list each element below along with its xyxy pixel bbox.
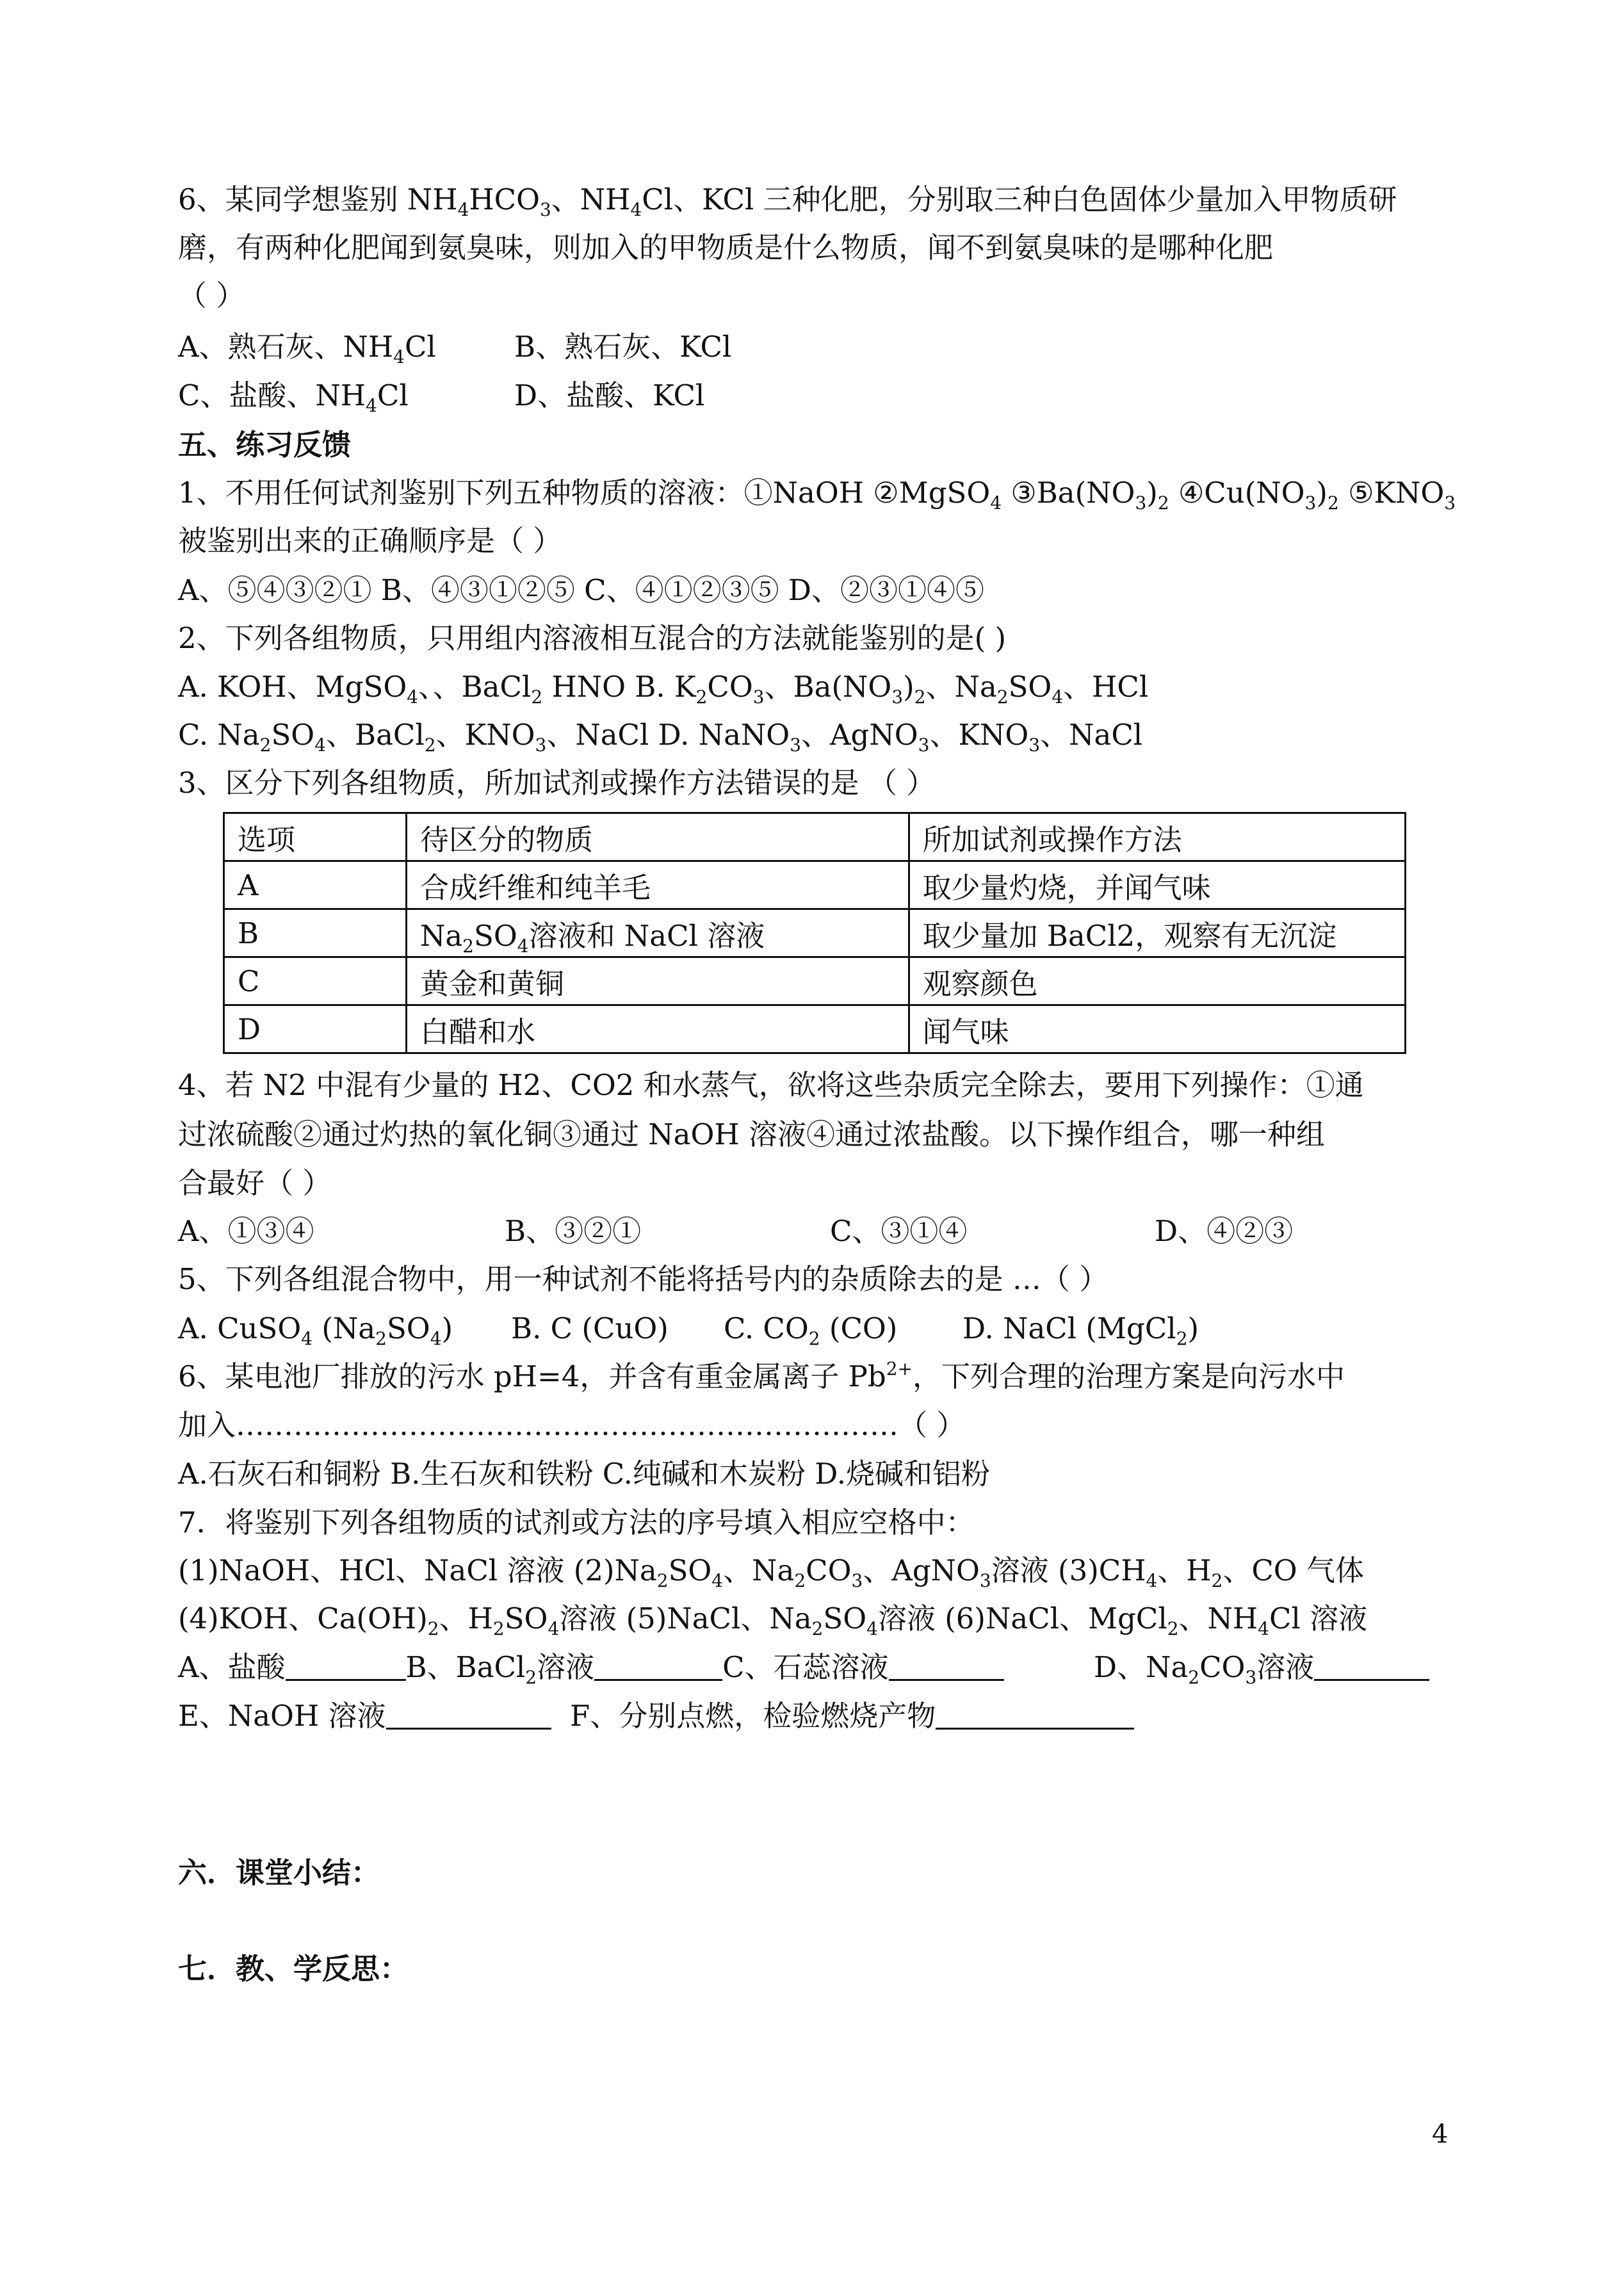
p1-options: A、⑤④③②① B、④③①②⑤ C、④①②③⑤ D、②③①④⑤ [178, 573, 984, 607]
table-header-cell: 所加试剂或操作方法 [909, 813, 1405, 861]
q6-options-row-1: A、熟石灰、$NH_4Cl$ B、熟石灰、KCl [178, 330, 732, 368]
answer-blank[interactable] [889, 1651, 1004, 1681]
table-cell: D [224, 1005, 407, 1053]
answer-blank[interactable] [386, 1699, 551, 1730]
p1-line-1: 1、不用任何试剂鉴别下列五种物质的溶液：①NaOH ②MgSO$_4$ $③Ba(NO_3)_2$ $④Cu(NO_3)_2$ $⑤KNO_3$ [178, 476, 1456, 514]
answer-blank[interactable] [286, 1651, 406, 1681]
p7-groups-row-2: (4)KOH、$Ca(OH)_2$、$H_2SO_4$溶液 (5)NaCl、$Na_2SO_4$溶液 (6)NaCl、MgCl$_2$、$NH_4Cl$ 溶液 [178, 1602, 1368, 1639]
p7-groups-row-1: (1)NaOH、HCl、NaCl 溶液 $(2)Na_2SO_4$、$Na_2CO_3$、AgNO$_3$溶液 $(3)CH_4$、$H_2$、CO 气体 [178, 1553, 1365, 1591]
answer-blank[interactable] [1314, 1651, 1429, 1681]
page-number: 4 [1432, 2120, 1449, 2149]
p4-options: A、①③④ B、③②① C、③①④ D、④②③ [178, 1214, 1294, 1248]
p2-stem: 2、下列各组物质，只用组内溶液相互混合的方法就能鉴别的是( ) [178, 621, 1007, 655]
table-cell: 取少量加 BaCl2，观察有无沉淀 [909, 909, 1405, 957]
table-row [224, 1005, 1406, 1053]
p5-stem: 5、下列各组混合物中，用一种试剂不能将括号内的杂质除去的是 …（ ） [178, 1262, 1108, 1296]
p2-options-row-2: C. $Na_2SO_4$、BaCl$_2$、$KNO_3$、NaCl D. NaNO$_3$、AgNO$_3$、$KNO_3$、NaCl [178, 718, 1143, 756]
table-row [224, 813, 1406, 861]
section-7-heading: 七．教、学反思： [178, 1952, 409, 1986]
table-row [224, 957, 1406, 1005]
section-6-heading: 六．课堂小结： [178, 1856, 380, 1890]
table-cell: C [224, 957, 407, 1005]
table-cell: B [224, 909, 407, 957]
p2-options-row-1: A. KOH、MgSO$_4$、、BaCl$_2$ HNO B. $K_2CO_3$、$Ba(NO_3)_2$、$Na_2SO_4$、HCl [178, 670, 1149, 708]
table-row [224, 861, 1406, 909]
table-cell: 黄金和黄铜 [406, 957, 909, 1005]
p5-options: A. CuSO$_4$ $(Na_2SO_4)$ B. C (CuO) C. $CO_2$ (CO) D. NaCl (MgCl$_2$) [178, 1311, 1199, 1349]
table-cell: 合成纤维和纯羊毛 [406, 861, 909, 909]
p7-fill-row-2: E、NaOH 溶液 F、分别点燃，检验燃烧产物 [178, 1697, 1491, 1735]
q6-line-3: （ ） [178, 279, 245, 312]
p6-options: A.石灰石和铜粉 B.生石灰和铁粉 C.纯碱和木炭粉 D.烧碱和铝粉 [178, 1457, 990, 1491]
answer-blank[interactable] [594, 1651, 722, 1681]
table-cell: 取少量灼烧，并闻气味 [909, 861, 1405, 909]
table-cell: $Na_2SO_4$溶液和 NaCl 溶液 [406, 909, 909, 957]
p3-stem: 3、区分下列各组物质，所加试剂或操作方法错误的是 （ ） [178, 766, 936, 800]
table-header-cell: 选项 [224, 813, 407, 861]
answer-blank[interactable] [936, 1699, 1134, 1730]
p6-line-1: 6、某电池厂排放的污水 pH=4，并含有重金属离子 $Pb^{2+}$，下列合理的治理方案是向污水中 [178, 1358, 1345, 1393]
p7-fill-row-1: A、盐酸 B、BaCl$_2$溶液 C、石蕊溶液 D、$Na_2CO_3$溶液 [178, 1648, 1491, 1687]
p6-line-2: 加入……………………………………………………………（ ） [178, 1408, 966, 1442]
q6-line-1: 6、某同学想鉴别 $NH_4HCO_3$、$NH_4Cl$、KCl 三种化肥，分别取三种白色固体少量加入甲物质研 [178, 182, 1397, 220]
section-5-heading: 五、练习反馈 [178, 428, 352, 462]
p4-line-3: 合最好（ ） [178, 1166, 332, 1200]
table-cell: 观察颜色 [909, 957, 1405, 1005]
q6-line-2: 磨，有两种化肥闻到氨臭味，则加入的甲物质是什么物质，闻不到氨臭味的是哪种化肥 [178, 231, 1274, 264]
p3-table [223, 812, 1406, 1054]
table-header-cell: 待区分的物质 [406, 813, 909, 861]
p7-stem: 7．将鉴别下列各组物质的试剂或方法的序号填入相应空格中： [178, 1505, 975, 1539]
p4-line-2: 过浓硫酸②通过灼热的氧化铜③通过 NaOH 溶液④通过浓盐酸。以下操作组合，哪一种组 [178, 1117, 1325, 1151]
table-cell: 白醋和水 [406, 1005, 909, 1053]
table-cell: 闻气味 [909, 1005, 1405, 1053]
table-row [224, 909, 1406, 957]
p1-line-2: 被鉴别出来的正确顺序是（ ） [178, 524, 562, 558]
p4-line-1: 4、若 N2 中混有少量的 H2、CO2 和水蒸气，欲将这些杂质完全除去，要用下列操作：①通 [178, 1068, 1364, 1102]
q6-options-row-2: C、盐酸、$NH_4Cl$ D、盐酸、KCl [178, 378, 705, 416]
table-cell: A [224, 861, 407, 909]
